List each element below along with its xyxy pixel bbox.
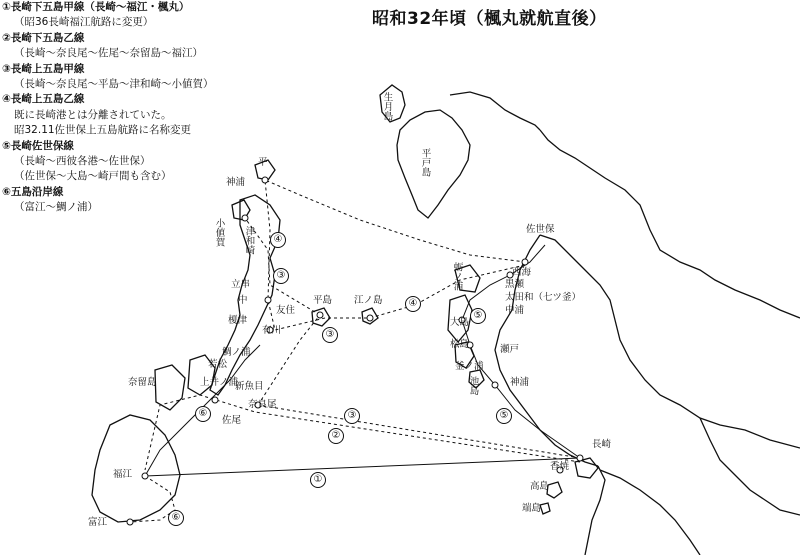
label-taira: 平 [258,157,268,168]
label-matsushima: 松島 [450,339,470,350]
hashima-islet [540,503,550,514]
route-marker-2: ② [328,428,344,444]
nagasaki-coast [585,466,605,555]
legend-item-6: ⑥五島沿岸線 [2,185,64,198]
omura-bay-coast [540,235,800,448]
legend-item-5-sub-b: （佐世保～大島～崎戸間も含む） [14,170,172,183]
port-sasebo [522,259,528,265]
port-hirashima [317,312,323,318]
route-4-line [265,180,525,330]
label-kamigoto: 上井ノ浦 [200,377,239,388]
port-ojika [242,215,248,221]
route-marker-4a: ④ [270,232,286,248]
label-ojika: 小値賀 [213,218,225,247]
port-saoo [212,397,218,403]
label-ikeshima: 池島 [467,376,479,395]
label-setu: 瀬戸 [500,344,520,355]
label-nagasaki: 長崎 [592,439,612,450]
legend-item-4-sub-b: 昭32.11佐世保上五島航路に名称変更 [14,124,192,137]
legend-item-5: ⑤長崎佐世保線 [2,139,74,152]
label-wakamatsu: 若松 [208,359,228,370]
nagasaki-peninsula [600,470,700,555]
legend-item-2: ②長崎下五島乙線 [2,31,85,44]
label-enoshima: 江ノ島 [354,295,383,306]
port-kozaki [262,177,268,183]
label-tsuwazaki: 津和崎 [243,226,255,255]
label-saoo: 佐尾 [222,415,242,426]
port-enoshima [367,315,373,321]
route-marker-3c: ③ [273,268,289,284]
legend-item-1-sub: （昭36長崎福江航路に変更） [14,16,154,29]
port-ikeshima [492,382,498,388]
label-kamiura: 神浦 [510,377,530,388]
label-naru: 奈留島 [128,377,157,388]
legend-item-5-sub-a: （長崎～西彼各港～佐世保） [14,155,151,168]
route-marker-3b: ③ [322,327,338,343]
label-koyagi: 香焼 [550,461,570,472]
label-arikawa: 有川 [262,325,282,336]
port-nagasaki [577,455,583,461]
label-sasebo: 佐世保 [526,224,555,235]
port-fukue [142,473,148,479]
route-marker-5a: ⑤ [470,308,486,324]
port-tomie [127,519,133,525]
legend-item-1: ①長崎下五島甲線（長崎～福江・楓丸） [2,1,190,13]
label-kozaki: 神浦 [226,177,246,188]
label-oshima: 大島 [450,317,470,328]
label-tainoura: 鯛ノ浦 [222,347,251,358]
mainland-coast [540,130,800,318]
route-legend [2,0,214,216]
legend-item-4: ④長崎上五島乙線 [2,93,85,106]
route-2-line [145,395,580,470]
label-kuroshima: 黒瀬 [505,279,525,290]
label-kuraseura: 蛎ノ浦 [451,262,463,291]
legend-item-3: ③長崎上五島甲線 [2,62,85,75]
map-title: 昭和32年頃（楓丸就航直後） [372,9,607,29]
route-marker-4b: ④ [405,296,421,312]
label-takashima: 高島 [530,481,550,492]
legend-item-2-sub: （長崎～奈良尾～佐尾～奈留島～福江） [14,47,203,60]
port-tomo [265,297,271,303]
route-marker-3a: ③ [344,408,360,424]
label-ikitsuki: 生月島 [381,92,393,121]
route-marker-6a: ⑥ [195,406,211,422]
route-marker-6b: ⑥ [168,510,184,526]
label-fukue: 福江 [113,469,133,480]
legend-item-4-sub-a: 既に長崎港とは分離されていた。 [14,108,172,121]
label-tachikui: 立串 [231,279,251,290]
route-marker-5b: ⑤ [496,408,512,424]
legend-item-3-sub: （長崎～奈良尾～平島～津和崎～小値賀） [14,78,214,91]
label-hashima: 端島 [522,503,542,514]
label-shinmizu: 新魚目 [235,381,264,392]
label-naraoo: 奈良尾 [248,399,277,410]
label-hirashima: 平島 [313,295,333,306]
label-kami: 釜ノ浦 [455,361,484,372]
label-ryozu: 榎津 [228,315,248,326]
route-1-line [145,458,580,476]
fukue-island [92,415,180,522]
label-hirado: 平戸島 [419,148,431,177]
legend-item-6-sub: （富江～鯛ノ浦） [14,201,98,214]
takashima-islet [547,482,562,498]
hirado-island-shape [397,110,470,218]
label-naka: 中 [238,295,248,306]
label-nishiumi: 西海 [512,267,532,278]
north-coast [450,92,540,130]
naru-island [155,365,185,410]
label-nakaura: 中浦 [505,305,525,316]
label-ota: 太田和（七ツ釜） [505,292,582,303]
route-marker-1: ① [310,472,326,488]
label-tomie: 富江 [88,517,108,528]
label-tomo: 友住 [276,305,296,316]
